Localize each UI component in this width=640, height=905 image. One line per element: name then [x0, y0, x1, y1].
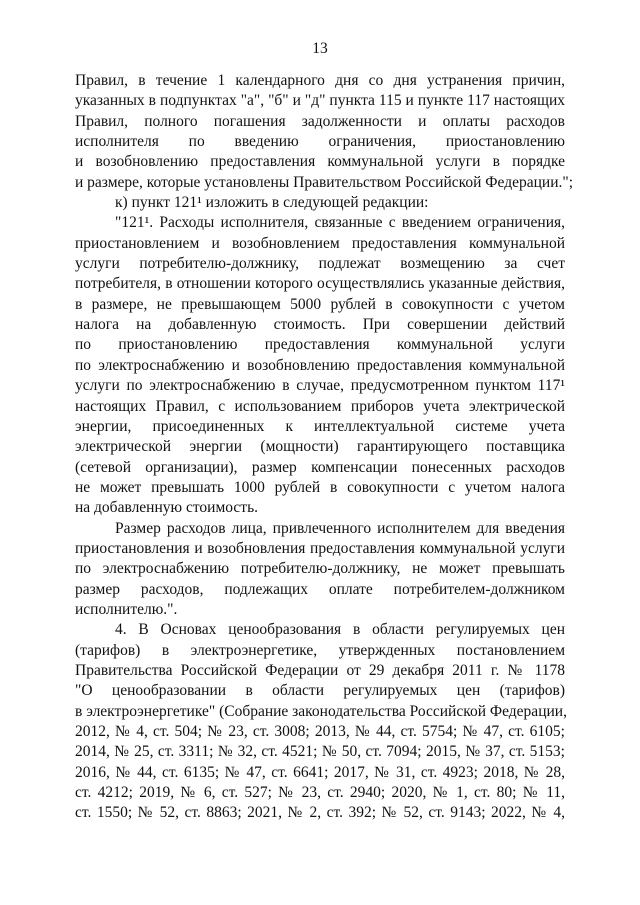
text-line: "121¹. Расходы исполнителя, связанные с введением ограничения, — [115, 214, 565, 232]
text-line: в размере, не превышающем 5000 рублей в совокупности с учетом — [75, 295, 565, 313]
text-line: энергии, присоединенных к интеллектуальной системе учета — [75, 417, 565, 435]
text-line: ст. 4212; 2019, № 6, ст. 527; № 23, ст. 2940; 2020, № 1, ст. 80; № 11, — [75, 784, 565, 802]
text-line: Размер расходов лица, привлеченного исполнителем для введения — [115, 519, 565, 537]
text-line: Правительства Российской Федерации от 29 декабря 2011 г. № 1178 — [75, 661, 565, 679]
text-line: "О ценообразовании в области регулируемых цен (тарифов) — [75, 682, 565, 700]
text-line: (сетевой организации), размер компенсации понесенных расходов — [75, 458, 565, 476]
text-line: услуги по электроснабжению в случае, предусмотренном пунктом 117¹ — [75, 377, 565, 395]
text-line: и возобновлению предоставления коммунальной услуги в порядке — [75, 153, 565, 171]
text-line: в электроэнергетике" (Собрание законодательства Российской Федерации, — [75, 702, 567, 720]
text-line: указанных в подпунктах "а", "б" и "д" пункта 115 и пункте 117 настоящих — [75, 92, 565, 110]
text-line: потребителя, в отношении которого осуществлялись указанные действия, — [75, 275, 565, 293]
text-line: (тарифов) в электроэнергетике, утвержденных постановлением — [75, 641, 565, 659]
text-line: по электроснабжению потребителю-должнику, не может превышать — [75, 560, 565, 578]
text-line: не может превышать 1000 рублей в совокупности с учетом налога — [75, 478, 565, 496]
text-line: 2016, № 44, ст. 6135; № 47, ст. 6641; 2017, № 31, ст. 4923; 2018, № 28, — [75, 763, 565, 781]
document-body — [75, 71, 573, 824]
text-line: приостановления и возобновления предоставления коммунальной услуги — [75, 539, 565, 557]
text-line: настоящих Правил, с использованием приборов учета электрической — [75, 397, 565, 415]
text-line: Правил, в течение 1 календарного дня со дня устранения причин, — [75, 72, 565, 89]
text-line: 2012, № 4, ст. 504; № 23, ст. 3008; 2013, № 44, ст. 5754; № 47, ст. 6105; — [75, 723, 565, 740]
text-line: на добавленную стоимость. — [75, 499, 259, 517]
text-line: 4. В Основах ценообразования в области регулируемых цен — [115, 621, 565, 639]
page-number: 13 — [312, 40, 328, 57]
text-line: по электроснабжению и возобновлению предоставления коммунальной — [75, 356, 565, 374]
text-line: исполнителю.". — [75, 600, 178, 618]
text-line: к) пункт 121¹ изложить в следующей редакции: — [115, 194, 429, 212]
text-line: размер расходов, подлежащих оплате потребителем-должником — [75, 580, 565, 598]
text-line: ст. 1550; № 52, ст. 8863; 2021, № 2, ст. 392; № 52, ст. 9143; 2022, № 4, — [75, 804, 565, 822]
text-line: налога на добавленную стоимость. При совершении действий — [75, 316, 565, 334]
text-line: исполнителя по введению ограничения, приостановлению — [75, 133, 565, 151]
text-line: услуги потребителю-должнику, подлежат возмещению за счет — [75, 255, 565, 273]
text-line: Правил, полного погашения задолженности и оплаты расходов — [75, 112, 565, 130]
text-line: приостановлением и возобновлением предоставления коммунальной — [75, 234, 565, 252]
text-line: электрической энергии (мощности) гарантирующего поставщика — [75, 438, 565, 456]
text-line: и размере, которые установлены Правительством Российской Федерации."; — [75, 173, 573, 191]
text-line: 2014, № 25, ст. 3311; № 32, ст. 4521; № 50, ст. 7094; 2015, № 37, ст. 5153; — [75, 743, 565, 761]
text-line: по приостановлению предоставления коммунальной услуги — [75, 336, 565, 354]
